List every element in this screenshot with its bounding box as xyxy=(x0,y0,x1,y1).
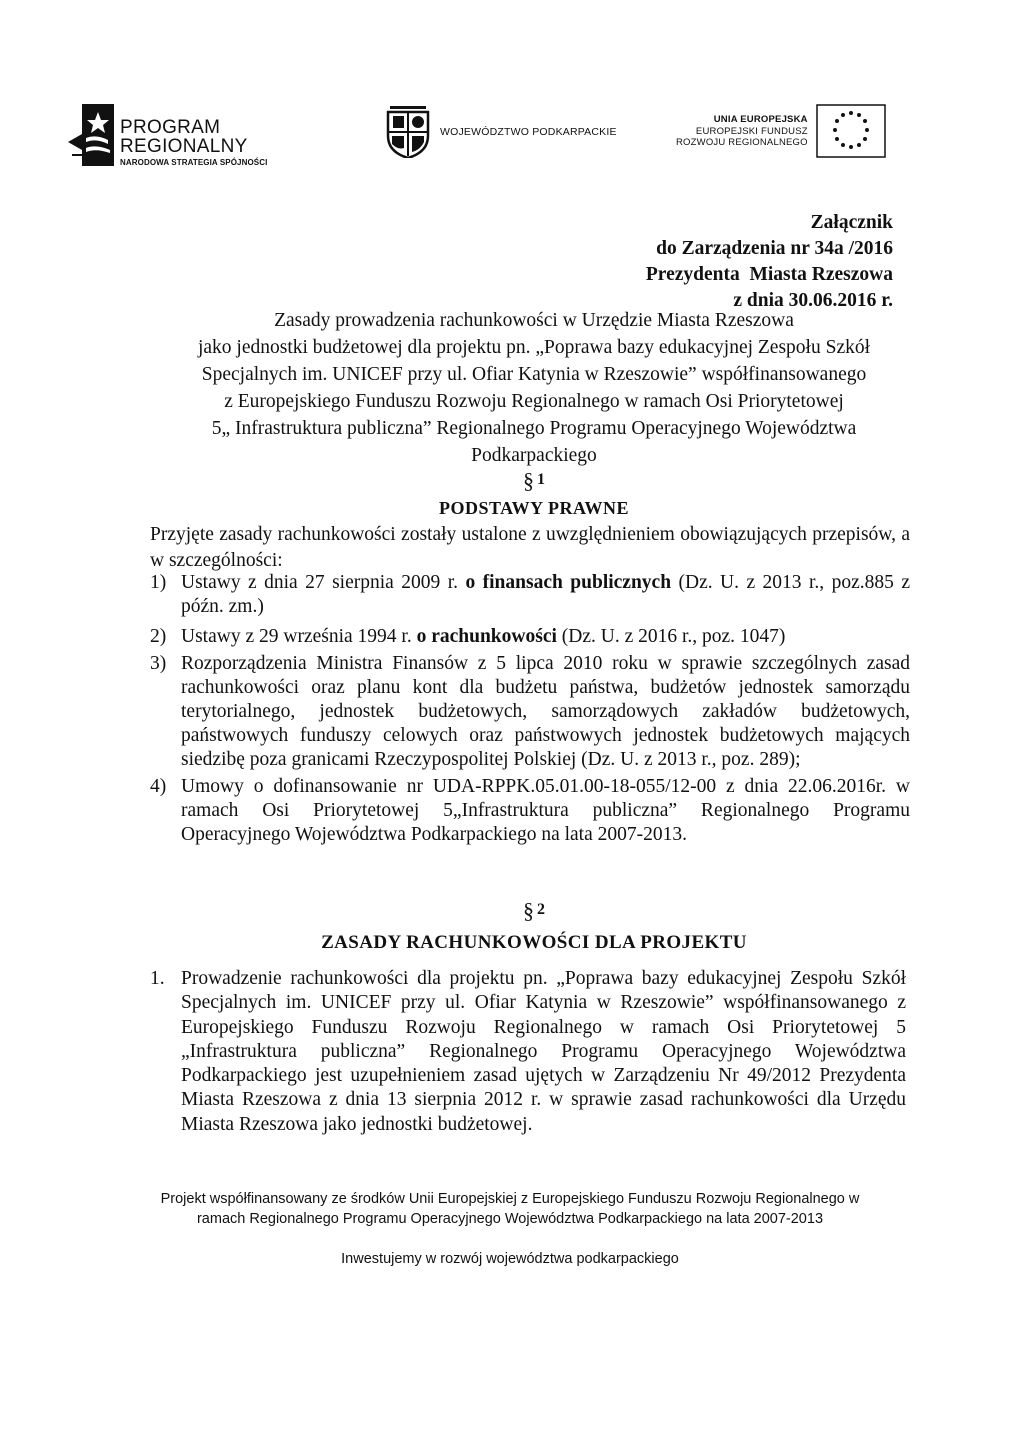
list-item-text-bold: o finansach publicznych xyxy=(465,572,672,593)
list-item-number: 1. xyxy=(150,968,165,989)
list-item-text: Rozporządzenia Ministra Finansów z 5 lipca 2010 roku w sprawie szczególnych zasad rachunkowości oraz planu kont dla budżetu państwa, budżetów jednostek samorządu terytorialnego, jednostek budżetowych, samorządowych zakładów budżetowych, państwowych funduszy celowych oraz państwowych jednostek budżetowych mających siedzibę poza granicami Rzeczypospolitej Polskiej (Dz. U. z 2013 r., poz. 289); xyxy=(181,653,910,770)
section2-number: 2 xyxy=(537,901,545,918)
attachment-block xyxy=(646,210,893,314)
list-item-text-post: (Dz. U. z 2013 r., poz.885 z późn. zm.) xyxy=(181,572,911,617)
section1-header xyxy=(150,468,918,522)
list-item-text-pre: Ustawy z dnia 27 sierpnia 2009 r. xyxy=(181,572,466,593)
title-line3: Specjalnych im. UNICEF przy ul. Ofiar Katynia w Rzeszowie” współfinansowanego xyxy=(201,364,867,385)
list-item xyxy=(150,967,906,1137)
list-item xyxy=(150,625,910,649)
voivodeship-coat-of-arms-icon xyxy=(384,106,432,158)
section1-heading: PODSTAWY PRAWNE xyxy=(438,498,629,518)
eu-logo-line3: ROZWOJU REGIONALNEGO xyxy=(676,137,808,148)
eu-flag-icon xyxy=(816,104,886,158)
section1-list xyxy=(150,571,910,847)
eu-logo xyxy=(676,104,886,158)
list-item-text-pre: Ustawy z 29 września 1994 r. xyxy=(181,625,417,647)
title-line5: 5„ Infrastruktura publiczna” Regionalnego Programu Operacyjnego Województwa xyxy=(211,418,857,439)
title-line4: z Europejskiego Funduszu Rozwoju Regionalnego w ramach Osi Priorytetowej xyxy=(224,391,844,412)
program-logo-line1: PROGRAM xyxy=(120,117,221,138)
attachment-line4: z dnia 30.06.2016 r. xyxy=(733,290,893,311)
list-item-number: 1) xyxy=(150,572,167,593)
footer-line2: ramach Regionalnego Programu Operacyjnego Województwa Podkarpackiego na lata 2007-2013 xyxy=(196,1211,824,1227)
program-logo-line3: NARODOWA STRATEGIA SPÓJNOŚCI xyxy=(120,158,268,167)
list-item-number: 3) xyxy=(150,653,167,675)
attachment-line3: Prezydenta Miasta Rzeszowa xyxy=(645,264,893,285)
section2-list xyxy=(150,967,906,1137)
attachment-line2: do Zarządzenia nr 34a /2016 xyxy=(656,238,893,259)
program-regionalny-emblem-icon xyxy=(68,104,114,166)
title-line1: Zasady prowadzenia rachunkowości w Urzędzie Miasta Rzeszowa xyxy=(274,310,794,331)
eu-logo-line1: UNIA EUROPEJSKA xyxy=(713,114,808,125)
section1-intro: Przyjęte zasady rachunkowości zostały ustalone z uwzględnieniem obowiązujących przepisów, a w szczególności: xyxy=(150,524,910,571)
list-item-number: 2) xyxy=(150,625,167,647)
eu-logo-line2: EUROPEJSKI FUNDUSZ xyxy=(695,125,808,137)
section2-header xyxy=(150,898,918,956)
footer-line1: Projekt współfinansowany ze środków Unii Europejskiej z Europejskiego Funduszu Rozwoju Regionalnego w xyxy=(160,1191,860,1207)
list-item xyxy=(150,571,910,619)
list-item-text-bold: o rachunkowości xyxy=(416,625,557,647)
title-line2: jako jednostki budżetowej dla projektu pn. „Poprawa bazy edukacyjnej Zespołu Szkół xyxy=(197,337,871,358)
section2-symbol: § xyxy=(523,898,534,923)
footer-motto: Inwestujemy w rozwój województwa podkarpackiego xyxy=(341,1251,679,1267)
title-line6: Podkarpackiego xyxy=(471,445,597,466)
section2-heading: ZASADY RACHUNKOWOŚCI DLA PROJEKTU xyxy=(321,932,747,953)
document-title xyxy=(150,307,918,469)
list-item xyxy=(150,775,910,846)
wojewodztwo-logo xyxy=(384,106,617,158)
program-regionalny-logo xyxy=(68,104,267,169)
section1-symbol: § xyxy=(523,468,534,493)
list-item-text: Umowy o dofinansowanie nr UDA-RPPK.05.01.00-18-055/12-00 z dnia 22.06.2016r. w ramach Osi Priorytetowej 5„Infrastruktura publiczna” Regionalnego Programu Operacyjnego Województwa Podkarpackiego na lata 2007-2013. xyxy=(181,776,910,845)
list-item-text: Prowadzenie rachunkowości dla projektu pn. „Poprawa bazy edukacyjnej Zespołu Szkół Specjalnych im. UNICEF przy ul. Ofiar Katynia w Rzeszowie” współfinansowanego z Europejskiego Funduszu Rozwoju Regionalnego w ramach Osi Priorytetowej 5 „Infrastruktura publiczna” Regionalnego Programu Operacyjnego Województwa Podkarpackiego jest uzupełnieniem zasad ujętych w Zarządzeniu Nr 49/2012 Prezydenta Miasta Rzeszowa z dnia 13 sierpnia 2012 r. w sprawie zasad rachunkowości dla Urzędu Miasta Rzeszowa jako jednostki budżetowej. xyxy=(181,968,906,1135)
section1-number: 1 xyxy=(537,471,545,488)
list-item-number: 4) xyxy=(150,776,167,798)
footer-funding-note xyxy=(110,1189,910,1229)
list-item-text-post: (Dz. U. z 2016 r., poz. 1047) xyxy=(556,625,786,647)
wojewodztwo-logo-text: WOJEWÓDZTWO PODKARPACKIE xyxy=(440,126,617,138)
program-logo-line2: REGIONALNY xyxy=(120,136,248,157)
attachment-line1: Załącznik xyxy=(810,212,893,233)
list-item xyxy=(150,652,910,771)
